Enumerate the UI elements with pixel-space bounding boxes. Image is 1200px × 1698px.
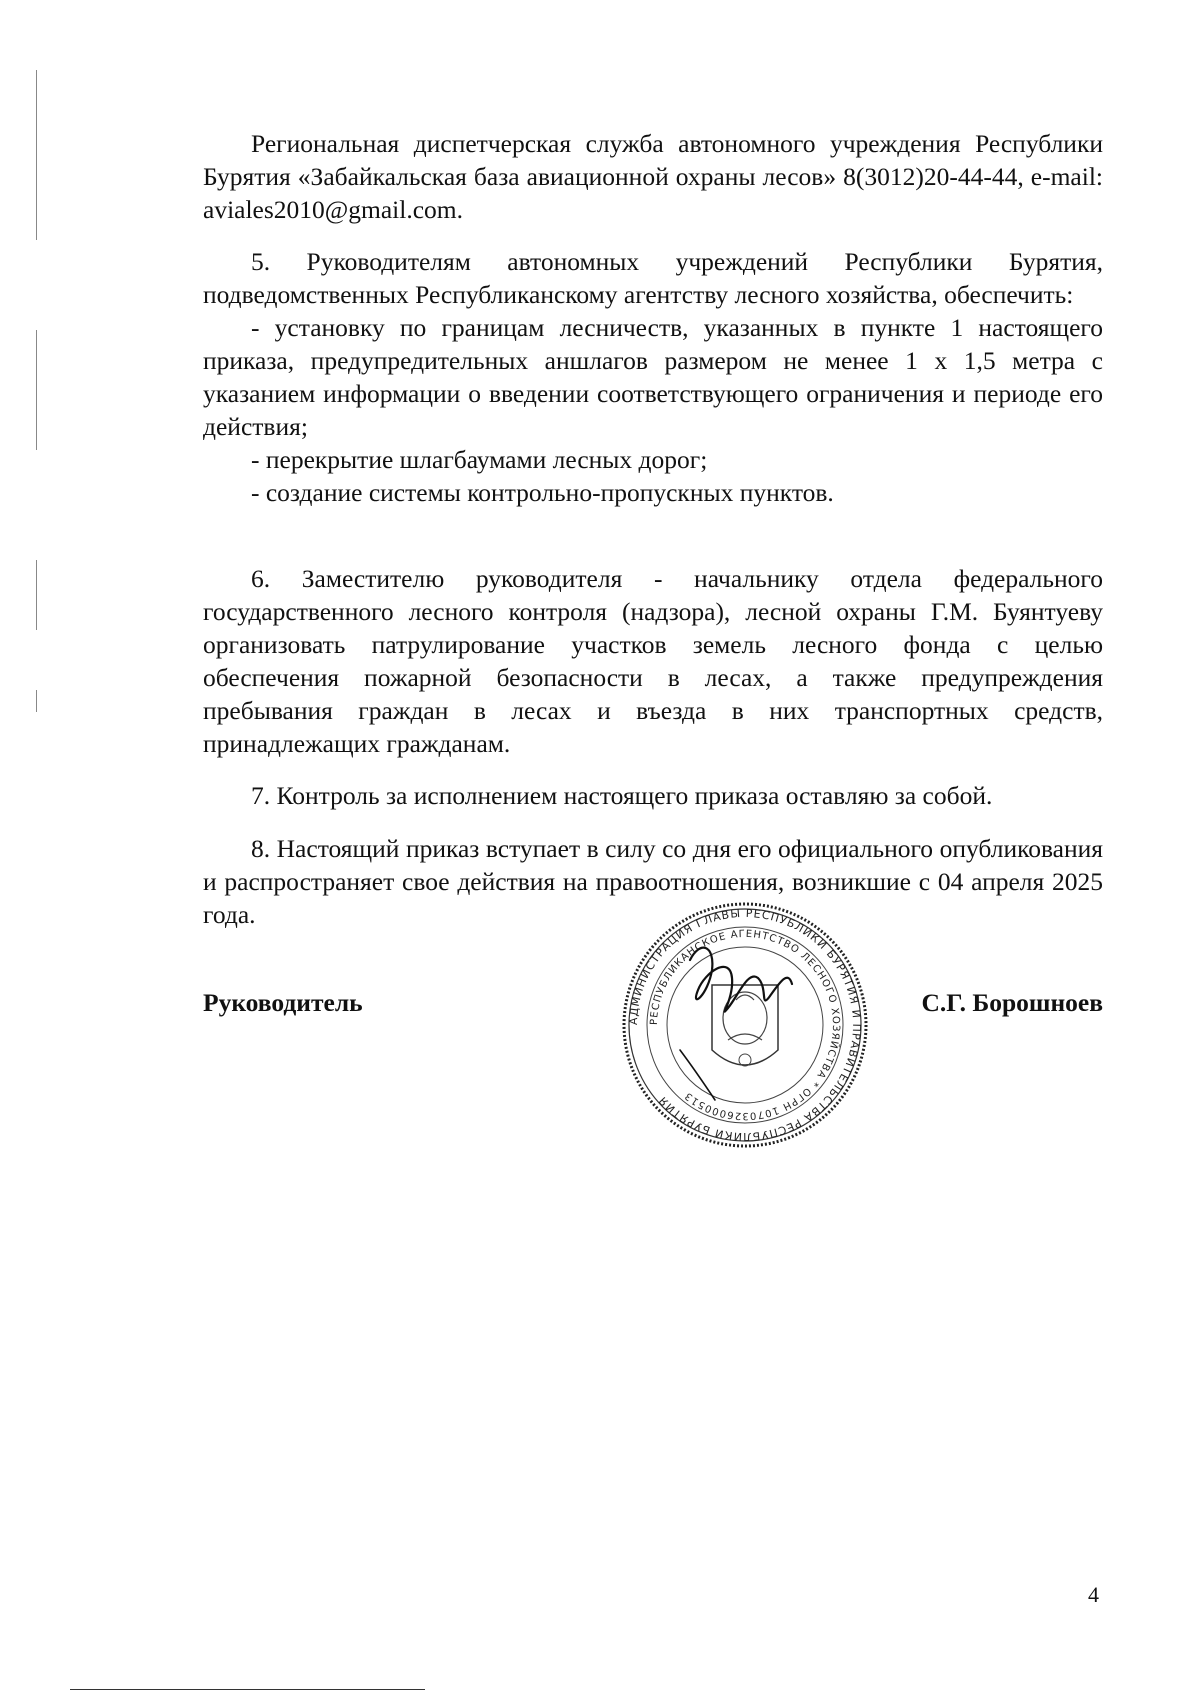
stamp-outer-text: АДМИНИСТРАЦИЯ ГЛАВЫ РЕСПУБЛИКИ БУРЯТИЯ И ПРАВИТЕЛЬСТВА РЕСПУБЛИКИ БУРЯТИЯ <box>626 906 864 1144</box>
signatory-title: Руководитель <box>203 988 363 1017</box>
dispatch-paragraph <box>203 127 1103 226</box>
scan-margin-line <box>36 690 37 712</box>
signatory-name: С.Г. Борошноев <box>921 988 1103 1017</box>
footer-divider <box>70 1689 425 1690</box>
item-7-text: 7. Контроль за исполнением настоящего приказа оставляю за собой. <box>251 781 993 810</box>
item-8-text: 8. Настоящий приказ вступает в силу со дня его официального опубликования и распространяет свое действия на правоотношения, возникшие с 04 апреля 2025 года. <box>203 834 1103 929</box>
dispatch-text: Региональная диспетчерская служба автономного учреждения Республики Бурятия «Забайкальская база авиационной охраны лесов» 8(3012)20-44-44, e-mail: aviales2010@gmail.com. <box>203 129 1103 224</box>
item-5-bullet-checkpoints: - создание системы контрольно-пропускных пунктов. <box>251 478 834 507</box>
scan-margin-line <box>36 560 37 630</box>
item-6-section <box>203 562 1103 760</box>
item-7-section <box>203 779 1103 812</box>
stamp-inner-text: РЕСПУБЛИКАНСКОЕ АГЕНТСТВО ЛЕСНОГО ХОЗЯЙСТВА * ОГРН 1070326000513 <box>648 928 842 1122</box>
signature-block <box>203 988 1103 1028</box>
scan-margin-line <box>36 330 37 450</box>
item-6-text: 6. Заместителю руководителя - начальнику отдела федерального государственного лесного контроля (надзора), лесной охраны Г.М. Буянтуеву организовать патрулирование участков земель лесного фонда с целью обеспечения пожарной безопасности в лесах, а также предупреждения пребывания граждан в лесах и въезда в них транспортных средств, принадлежащих гражданам. <box>203 564 1103 758</box>
item-5-section <box>203 245 1103 509</box>
item-5-intro: 5. Руководителям автономных учреждений Республики Бурятия, подведомственных Республиканскому агентству лесного хозяйства, обеспечить: <box>203 247 1103 309</box>
item-5-bullet-signs: - установку по границам лесничеств, указанных в пункте 1 настоящего приказа, предупредительных аншлагов размером не менее 1 х 1,5 метра с указанием информации о введении соответствующего ограничения и периоде его действия; <box>203 313 1103 441</box>
page-number: 4 <box>1088 1582 1099 1607</box>
item-5-bullet-barriers: - перекрытие шлагбаумами лесных дорог; <box>251 445 708 474</box>
scan-margin-line <box>36 70 37 240</box>
